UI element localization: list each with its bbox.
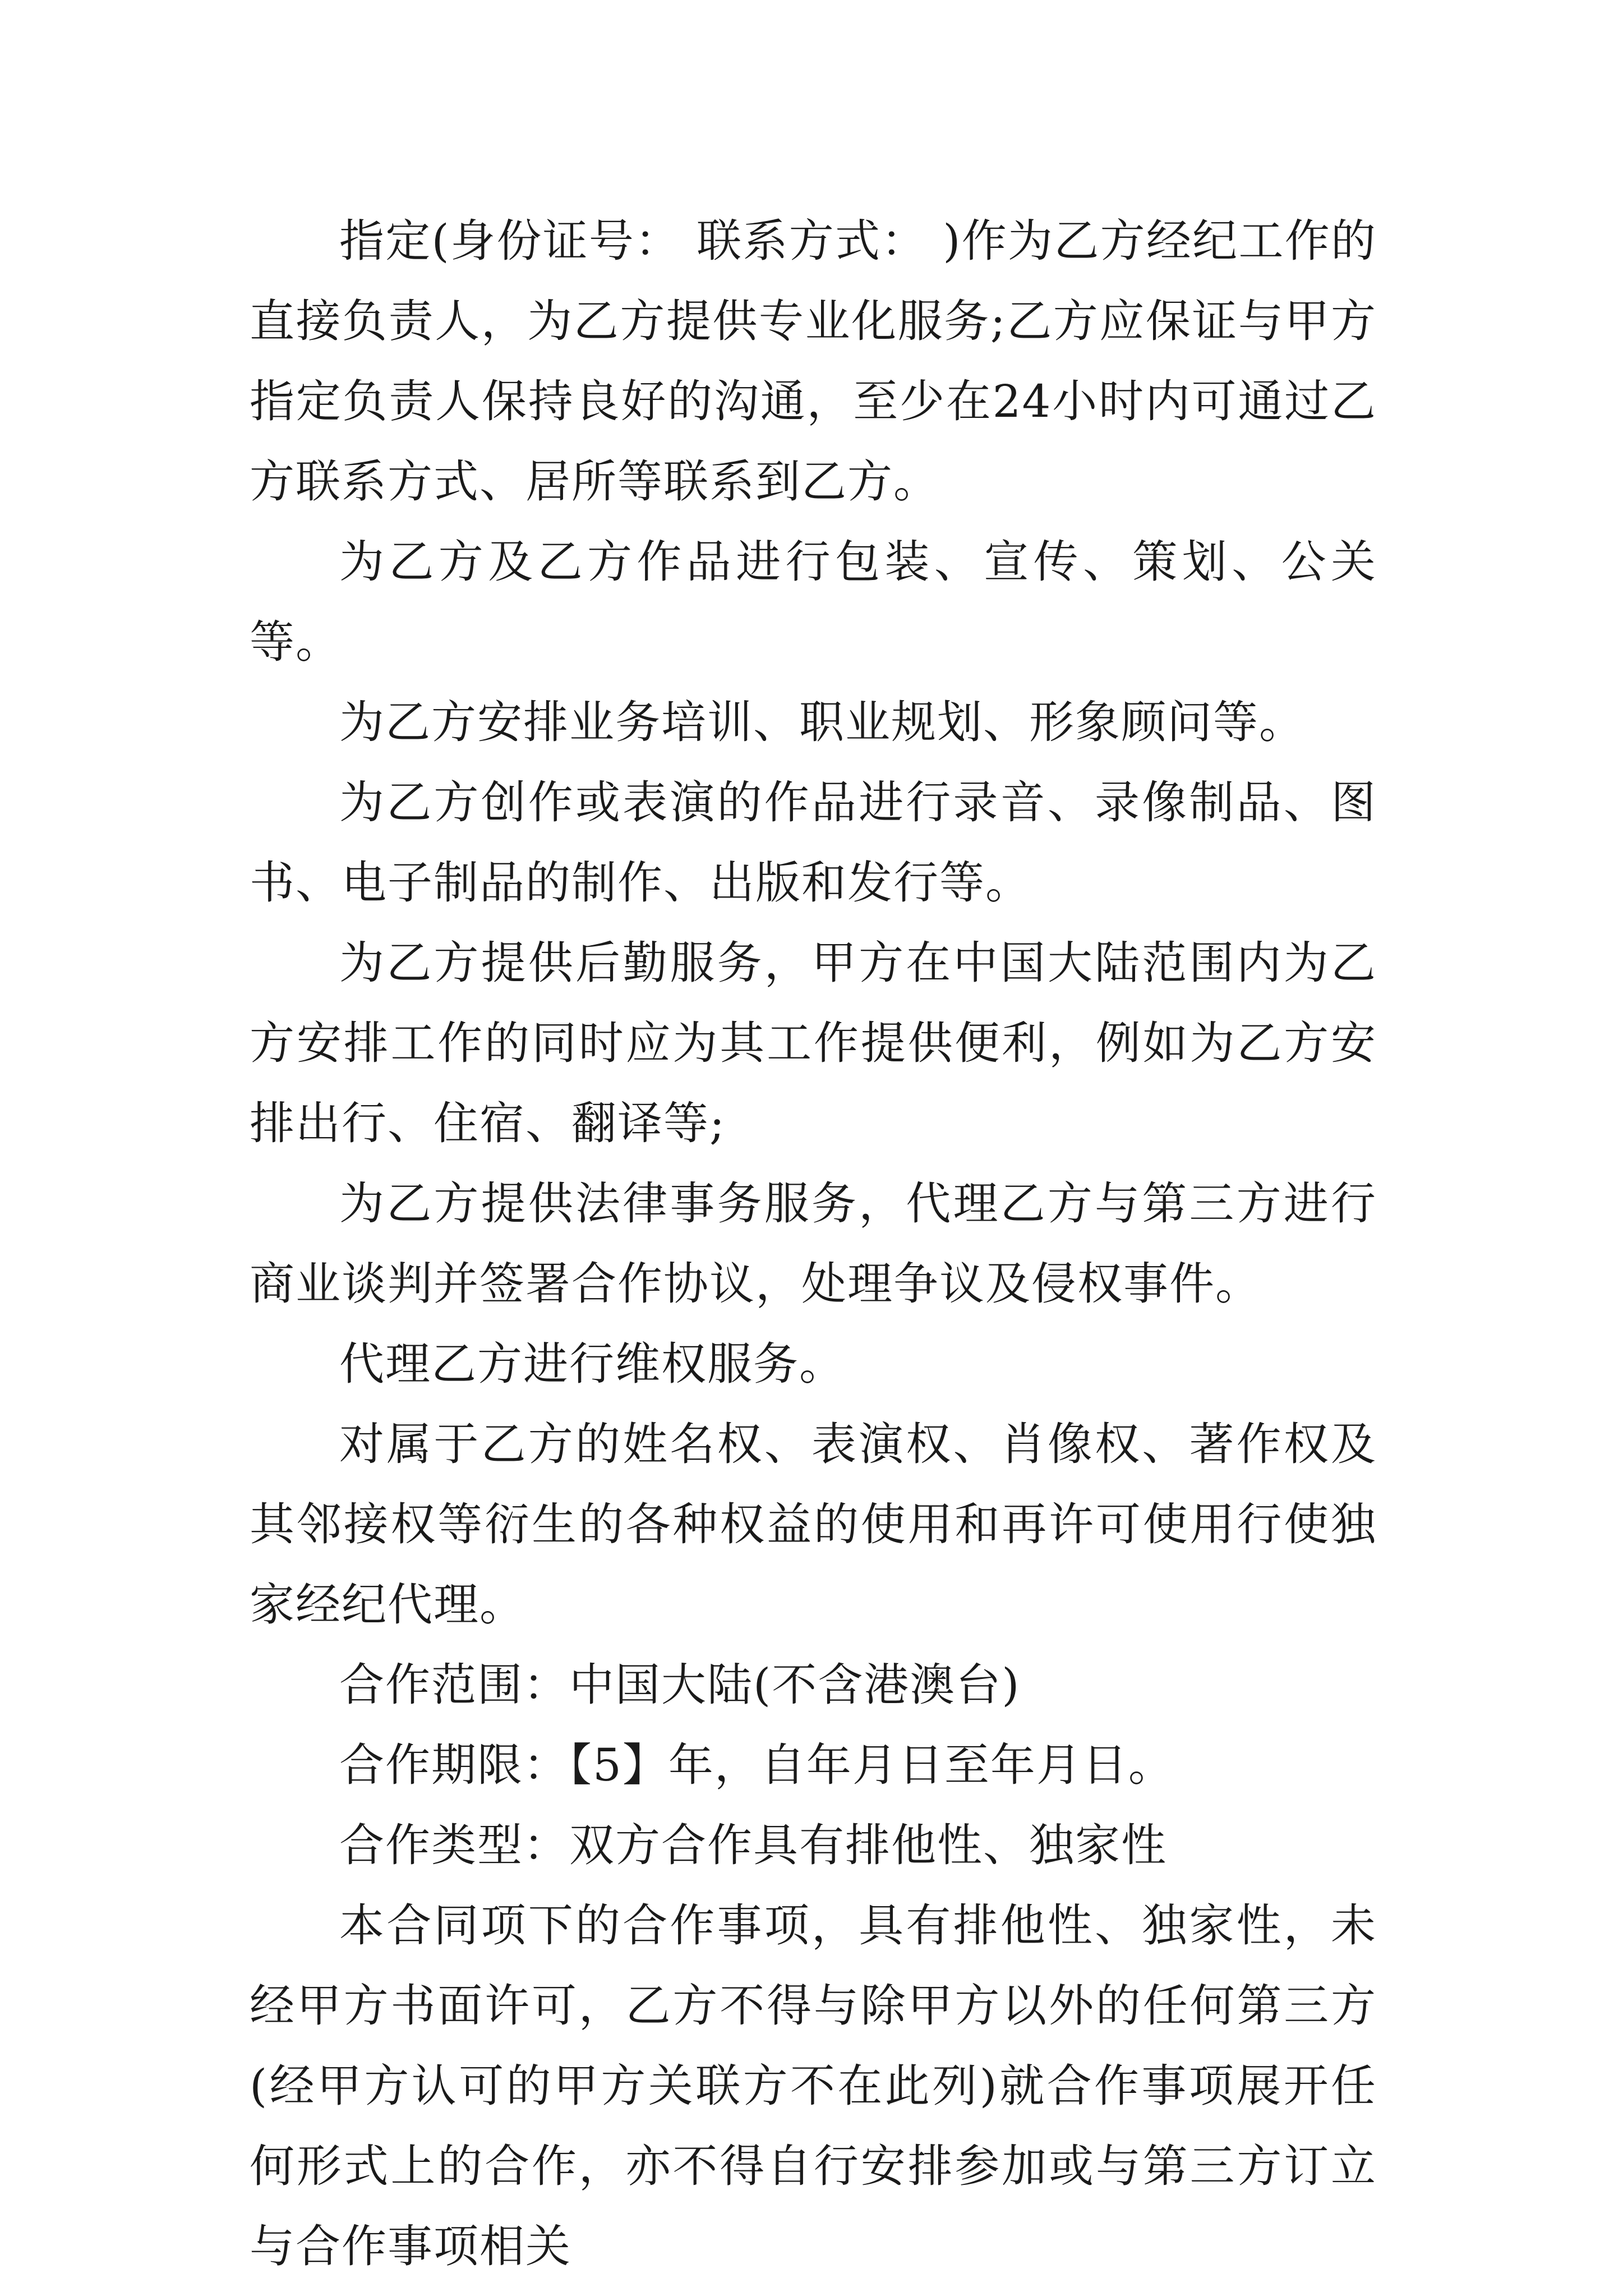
paragraph-exclusive-agency: 对属于乙方的姓名权、表演权、肖像权、著作权及其邻接权等衍生的各种权益的使用和再许可使用行使独家经纪代理。 — [250, 1418, 1377, 1631]
paragraph-rights-protection: 代理乙方进行维权服务。 — [339, 1338, 845, 1390]
paragraph-exclusivity-clause: 本合同项下的合作事项，具有排他性、独家性，未经甲方书面许可，乙方不得与除甲方以外的任何第三方(经甲方认可的甲方关联方不在此列)就合作事项展开任何形式上的合作，亦不得自行安排参加或与第三方订立与合作事项相关 — [250, 1899, 1377, 2272]
paragraph-cooperation-term: 合作期限：【5】年，自年月日至年月日。 — [339, 1739, 1174, 1791]
paragraph-legal-service: 为乙方提供法律事务服务，代理乙方与第三方进行商业谈判并签署合作协议，处理争议及侵权事件。 — [250, 1177, 1377, 1310]
paragraph-recording-publishing: 为乙方创作或表演的作品进行录音、录像制品、图书、电子制品的制作、出版和发行等。 — [250, 776, 1377, 909]
paragraph-training-planning: 为乙方安排业务培训、职业规划、形象顾问等。 — [339, 696, 1305, 748]
paragraph-cooperation-type: 合作类型：双方合作具有排他性、独家性 — [339, 1819, 1167, 1871]
paragraph-cooperation-scope: 合作范围：中国大陆(不含港澳台) — [339, 1659, 1021, 1711]
paragraph-logistics-service: 为乙方提供后勤服务，甲方在中国大陆范围内为乙方安排工作的同时应为其工作提供便利，例如为乙方安排出行、住宿、翻译等; — [250, 937, 1377, 1149]
paragraph-packaging-promotion: 为乙方及乙方作品进行包装、宣传、策划、公关等。 — [250, 536, 1377, 668]
document-body — [250, 201, 1377, 2286]
paragraph-responsible-person: 指定(身份证号： 联系方式： )作为乙方经纪工作的直接负责人，为乙方提供专业化服务;乙方应保证与甲方指定负责人保持良好的沟通，至少在24小时内可通过乙方联系方式、居所等联系到乙方。 — [250, 215, 1377, 508]
